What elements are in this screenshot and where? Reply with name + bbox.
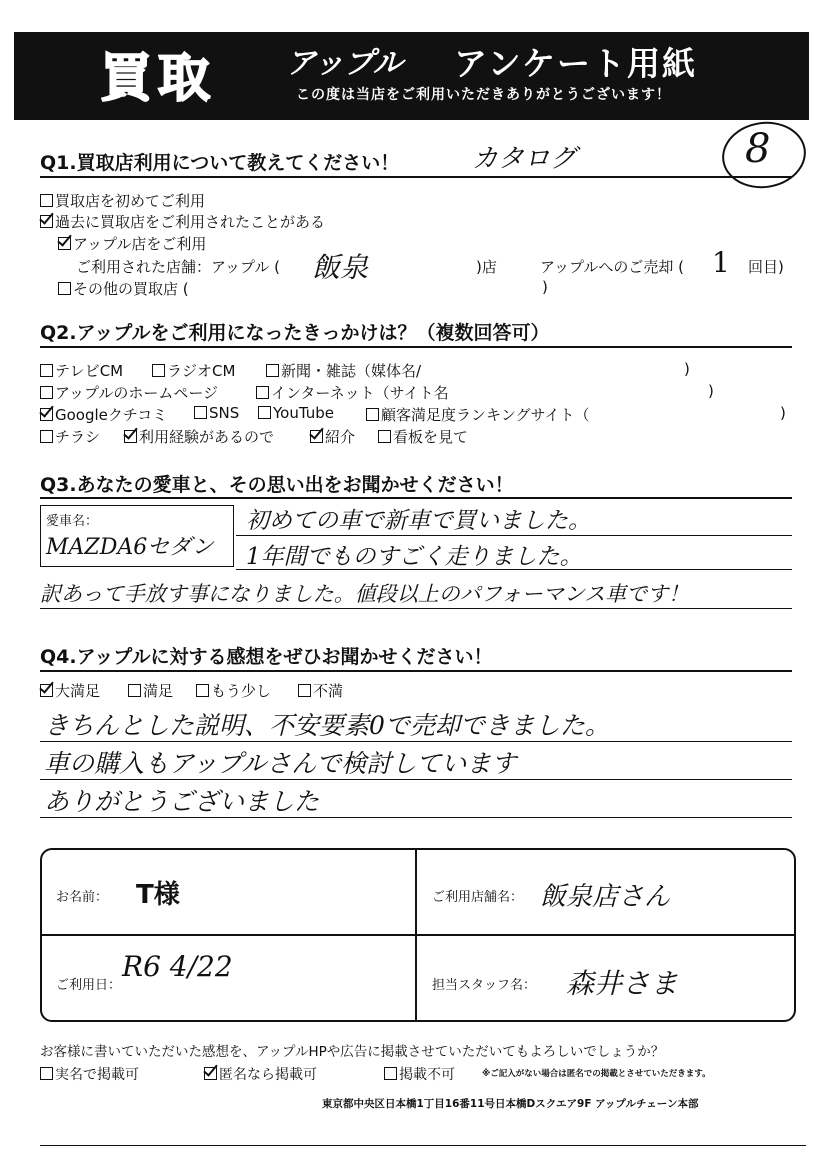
q4-line-3: ありがとうございました [44,787,320,816]
brand-logo: アップル [286,46,403,81]
checkbox[interactable] [366,408,379,421]
q1-store-suffix: )店 [476,258,497,276]
date-value: R6 4/22 [122,950,233,983]
checkbox-checked[interactable] [40,408,53,421]
car-name-value: MAZDA6セダン [46,535,214,560]
publish-option-no[interactable]: 掲載不可 [384,1064,455,1084]
q2-close-1: ) [684,360,690,378]
q2-option-sns[interactable]: SNS [194,404,239,422]
q4-option-very-satisfied[interactable]: 大満足 [40,680,100,701]
checkbox[interactable] [298,684,311,697]
checkbox-checked[interactable] [124,430,137,443]
q1-store-value: 飯泉 [312,251,369,284]
checkbox[interactable] [128,684,141,697]
q4-line-1: きちんとした説明、不安要素0で売却できました。 [44,711,610,740]
checkbox-checked[interactable] [204,1067,217,1080]
q1-question: Q1.買取店利用について教えてください！ [40,152,400,174]
q2-option-google[interactable]: Googleクチコミ [40,404,167,425]
q4-option-so-so[interactable]: もう少し [196,680,271,701]
q1-option-other[interactable]: その他の買取店 ( [58,278,189,299]
checkbox[interactable] [40,1067,53,1080]
q2-option-signboard[interactable]: 看板を見て [378,426,468,447]
checkbox[interactable] [152,364,165,377]
q1-sales-label: アップルへのご売却 ( [540,258,684,276]
q2-close-2: ) [708,382,714,400]
q1-sales-suffix: 回目) [748,258,784,276]
staff-value: 森井さま [566,967,679,1000]
q2-option-ranking[interactable]: 顧客満足度ランキングサイト（ [366,404,590,425]
q3-line-1: 初めての車で新車で買いました。 [246,508,591,534]
q2-option-experience[interactable]: 利用経験があるので [124,426,274,447]
q3-rule-3 [40,608,792,609]
q2-option-homepage[interactable]: アップルのホームページ [40,382,218,403]
q1-answer: カタログ [472,144,577,174]
checkbox[interactable] [58,282,71,295]
checkbox[interactable] [256,386,269,399]
store-name-label: ご利用店舗名： [432,890,524,905]
q1-other-close: ) [542,278,548,296]
q2-question: Q2.アップルをご利用になったきっかけは？（複数回答可） [40,322,550,344]
q2-option-flyer[interactable]: チラシ [40,426,100,447]
store-name-value: 飯泉店さん [540,882,671,912]
checkbox[interactable] [40,386,53,399]
q2-underline [40,346,792,348]
checkbox[interactable] [196,684,209,697]
q4-option-satisfied[interactable]: 満足 [128,680,173,701]
form-title: アンケート用紙 [454,44,698,83]
q2-option-tv[interactable]: テレビCM [40,360,123,381]
q2-option-internet[interactable]: インターネット（サイト名 [256,382,449,403]
checkbox[interactable] [40,430,53,443]
q2-close-3: ) [780,404,786,422]
checkbox-checked[interactable] [310,430,323,443]
checkbox[interactable] [40,194,53,207]
q4-rule-2 [40,779,792,780]
q4-rule-1 [40,741,792,742]
q2-option-newspaper[interactable]: 新聞・雑誌（媒体名/ [266,360,421,381]
checkbox-checked[interactable] [58,237,71,250]
q4-question: Q4.アップルに対する感想をぜひお聞かせください！ [40,646,493,668]
checkbox[interactable] [378,430,391,443]
kaitori-logo: 買取 [100,49,217,109]
name-label: お名前： [56,890,109,905]
q1-sales-value: 1 [712,246,730,279]
checkbox[interactable] [384,1067,397,1080]
company-address: 東京都中央区日本橋1丁目16番11号日本橋Dスクエア9F アップルチェーン本部 [322,1098,699,1110]
name-value: T様 [136,880,180,910]
info-box-divider-h [40,934,794,936]
q1-option-apple-store[interactable]: アップル店をご利用 [58,233,206,254]
checkbox[interactable] [258,406,271,419]
staff-label: 担当スタッフ名： [432,978,537,993]
form-subtitle: この度は当店をご利用いただきありがとうございます！ [296,87,671,103]
q1-option-past-use[interactable]: 過去に買取店をご利用されたことがある [40,211,325,232]
q3-rule-2 [236,569,792,570]
q4-line-2: 車の購入もアップルさんで検討しています [44,749,517,778]
publish-question: お客様に書いていただいた感想を、アップルHPや広告に掲載させていただいてもよろしいでしょうか？ [40,1044,665,1060]
publish-option-anonymous[interactable]: 匿名なら掲載可 [204,1064,317,1084]
q3-line-2: 1年間でものすごく走りました。 [246,544,583,570]
car-name-label: 愛車名： [46,514,99,529]
q2-option-referral[interactable]: 紹介 [310,426,355,447]
checkbox-checked[interactable] [40,215,53,228]
header-banner [14,32,809,120]
q3-line-3: 訳あって手放す事になりました。値段以上のパフォーマンス車です！ [40,582,690,606]
footer-rule [40,1145,806,1146]
q3-question: Q3.あなたの愛車と、その思い出をお聞かせください！ [40,474,514,496]
q1-store-label: ご利用された店舗：アップル ( [76,258,280,276]
page-number: 8 [745,126,771,172]
publish-note: ※ご記入がない場合は匿名での掲載とさせていただきます。 [482,1069,711,1079]
q1-underline [40,176,792,178]
publish-option-real-name[interactable]: 実名で掲載可 [40,1064,139,1084]
date-label: ご利用日： [56,978,122,993]
q4-underline [40,670,792,672]
checkbox[interactable] [266,364,279,377]
checkbox[interactable] [40,364,53,377]
checkbox[interactable] [194,406,207,419]
q3-rule-1 [236,535,792,536]
checkbox-checked[interactable] [40,684,53,697]
q1-option-first-time[interactable]: 買取店を初めてご利用 [40,190,205,211]
q2-option-youtube[interactable]: YouTube [258,404,334,422]
q4-option-dissatisfied[interactable]: 不満 [298,680,343,701]
q4-rule-3 [40,817,792,818]
q3-underline [40,497,792,499]
q2-option-radio[interactable]: ラジオCM [152,360,235,381]
